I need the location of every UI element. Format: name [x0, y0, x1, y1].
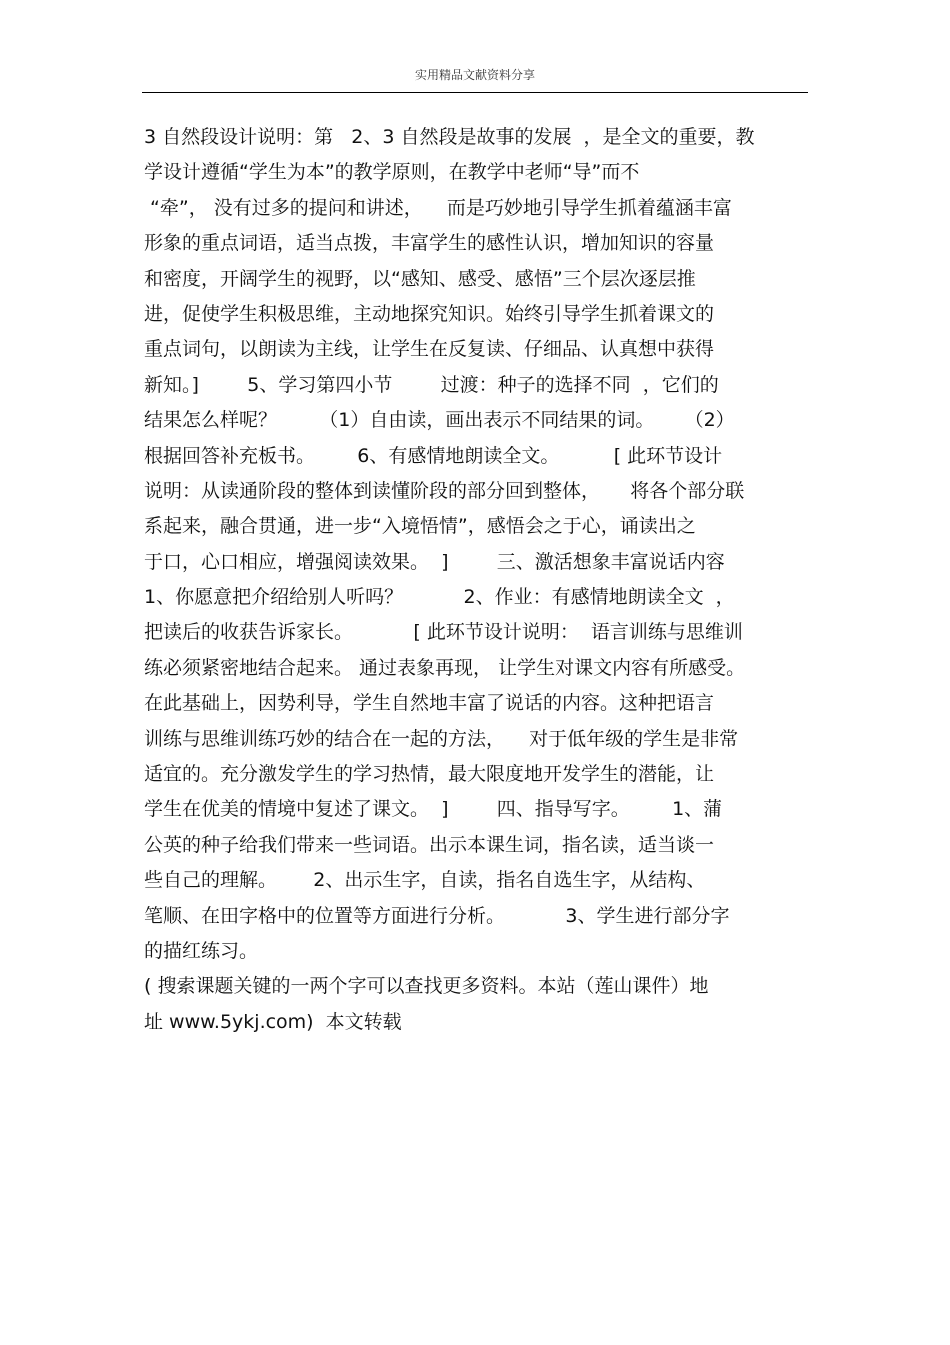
- text-line: 说明：从读通阶段的整体到读懂阶段的部分回到整体， 将各个部分联: [144, 479, 745, 502]
- text-line: 重点词句，以朗读为主线，让学生在反复读、仔细品、认真想中获得: [144, 338, 715, 361]
- text-line: 系起来，融合贯通，进一步“入境悟情”，感悟会之于心，诵读出之: [144, 515, 696, 538]
- text-line: 公英的种子给我们带来一些词语。出示本课生词，指名读，适当谈一: [144, 833, 715, 856]
- text-line: 进，促使学生积极思维，主动地探究知识。始终引导学生抓着课文的: [144, 302, 715, 325]
- page-header: 实用精品文献资料分享: [414, 68, 535, 82]
- text-line: 和密度，开阔学生的视野，以“感知、感受、感悟”三个层次逐层推: [144, 267, 696, 290]
- text-line: 形象的重点词语，适当点拨，丰富学生的感性认识，增加知识的容量: [144, 232, 715, 255]
- text-line: 适宜的。充分激发学生的学习热情，最大限度地开发学生的潜能，让: [144, 763, 715, 786]
- text-line: 根据回答补充板书。 6、有感情地朗读全文。 [ 此环节设计: [144, 444, 723, 467]
- text-line: 学设计遵循“学生为本”的教学原则，在教学中老师“导”而不: [144, 161, 640, 184]
- text-line: 在此基础上，因势利导，学生自然地丰富了说话的内容。这种把语言: [144, 692, 715, 715]
- text-line: 练必须紧密地结合起来。 通过表象再现， 让学生对课文内容有所感受。: [144, 656, 746, 679]
- text-line: 学生在优美的情境中复述了课文。 ] 四、指导写字。 1、蒲: [144, 798, 723, 821]
- text-line: “牵”， 没有过多的提问和讲述， 而是巧妙地引导学生抓着蕴涵丰富: [144, 196, 732, 219]
- text-line: 于口，心口相应，增强阅读效果。 ] 三、激活想象丰富说话内容: [144, 550, 725, 573]
- document-body: [144, 120, 824, 1040]
- text-line: 3 自然段设计说明：第 2、3 自然段是故事的发展 ，是全文的重要，教: [144, 126, 755, 148]
- text-line: 把读后的收获告诉家长。 [ 此环节设计说明： 语言训练与思维训: [144, 621, 743, 644]
- text-line: 1、你愿意把介绍给别人听吗？ 2、作业：有感情地朗读全文 ，: [144, 586, 735, 609]
- text-line: 结果怎么样呢？ （1）自由读，画出表示不同结果的词。 （2）: [144, 409, 735, 432]
- text-line: ( 搜索课题关键的一两个字可以查找更多资料。本站（莲山课件）地: [144, 975, 709, 998]
- text-line: 笔顺、在田字格中的位置等方面进行分析。 3、学生进行部分字: [144, 904, 730, 927]
- text-line: 训练与思维训练巧妙的结合在一起的方法， 对于低年级的学生是非常: [144, 727, 739, 750]
- text-line: 些自己的理解。 2、出示生字，自读，指名自选生字，从结构、: [144, 869, 706, 892]
- header-divider: [142, 92, 808, 93]
- text-line: 的描红练习。: [144, 939, 259, 962]
- text-line: 新知。] 5、学习第四小节 过渡：种子的选择不同 ，它们的: [144, 373, 719, 396]
- text-line: 址 www.5ykj.com) 本文转载: [144, 1010, 402, 1033]
